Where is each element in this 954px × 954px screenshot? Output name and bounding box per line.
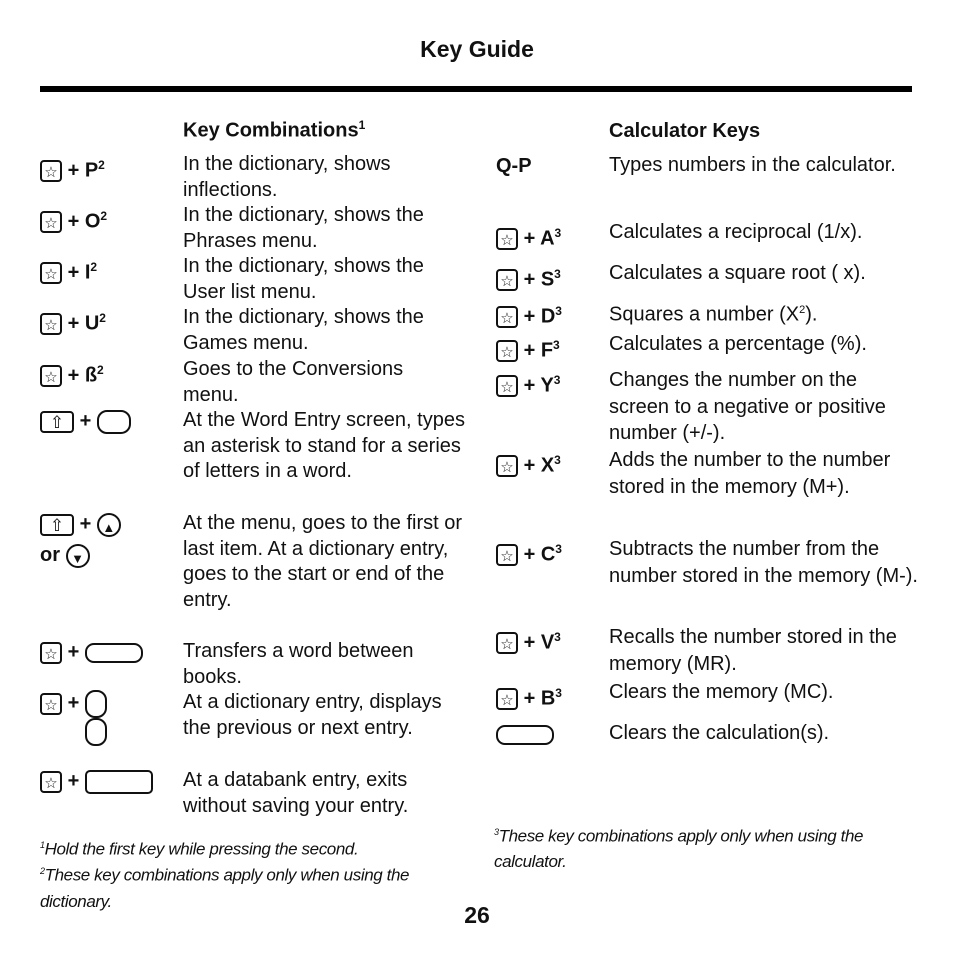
- star-key-icon: [40, 211, 62, 233]
- star-key-icon: [496, 340, 518, 362]
- footnote-3: $^3$These key combinations apply only when using the calculator.: [494, 826, 864, 871]
- calculator-keys-heading: Calculator Keys: [609, 120, 761, 142]
- page-number: 26: [464, 902, 490, 928]
- calc-desc-s: Calculates a square root ( x).: [609, 262, 866, 284]
- key-desc-shift-arrows: At the menu, goes to the first or last item. At a dictionary entry, goes to the start or end of the entry.: [183, 512, 463, 611]
- star-key-icon: [40, 160, 62, 182]
- calc-desc-qp: Types numbers in the calculator.: [609, 154, 896, 176]
- star-key-icon: [496, 306, 518, 328]
- space-key-icon: [85, 643, 143, 663]
- star-key-icon: [496, 632, 518, 654]
- calc-key-y: ☆ + $Y^3$: [496, 367, 560, 399]
- key-combo-i: ☆ + $I^2$: [40, 254, 97, 286]
- calc-desc-b: Clears the memory (MC).: [609, 681, 834, 703]
- star-key-icon: [496, 228, 518, 250]
- key-combo-eszett: ☆ + $ß^2$: [40, 357, 104, 389]
- calc-key-b: ☆ + $B^3$: [496, 680, 562, 712]
- key-desc-eszett: Goes to the Conversions menu.: [183, 358, 404, 406]
- down-arrow-key-icon: [66, 544, 90, 568]
- key-combo-shift-arrows: ⇧ + ▲: [40, 511, 121, 537]
- calc-key-qp: Q-P: [496, 155, 532, 177]
- footnote-1: $^1$Hold the first key while pressing the second.: [40, 839, 359, 859]
- star-key-icon: [496, 455, 518, 477]
- star-key-icon: [40, 771, 62, 793]
- key-desc-i: In the dictionary, shows the User list menu.: [183, 255, 424, 303]
- key-combo-star-space: ☆ +: [40, 639, 143, 665]
- calc-key-s: ☆ + $S^3$: [496, 261, 561, 293]
- star-key-icon: [40, 642, 62, 664]
- footnote-2: $^2$These key combinations apply only when using the dictionary.: [40, 865, 410, 911]
- clear-key-icon: [496, 725, 554, 745]
- key-desc-o: In the dictionary, shows the Phrases menu.: [183, 204, 424, 252]
- key-desc-shift-question: At the Word Entry screen, types an asterisk to stand for a series of letters in a word.: [183, 409, 465, 482]
- shift-key-icon: [40, 514, 74, 536]
- star-key-icon: [496, 375, 518, 397]
- calc-key-x: ☆ + $X^3$: [496, 447, 561, 479]
- back-key-icon: [85, 770, 153, 794]
- star-key-icon: [496, 688, 518, 710]
- calc-desc-clear: Clears the calculation(s).: [609, 722, 830, 744]
- calc-key-a: ☆ + $A^3$: [496, 220, 561, 252]
- key-combo-or: or ▼: [40, 542, 90, 568]
- key-desc-star-space: Transfers a word between books.: [183, 640, 414, 688]
- shift-key-icon: [40, 411, 74, 433]
- key-combinations-heading: Key Combinations$^1$: [183, 118, 366, 142]
- calc-desc-c: Subtracts the number from the number stored in the memory (M-).: [609, 538, 918, 587]
- star-key-icon: [40, 693, 62, 715]
- key-desc-star-nav: At a dictionary entry, displays the previous or next entry.: [183, 691, 442, 739]
- key-combo-o: ☆ + $O^2$: [40, 203, 107, 235]
- star-key-icon: [40, 262, 62, 284]
- key-desc-star-back: At a databank entry, exits without saving your entry.: [183, 769, 409, 817]
- key-combo-p: ☆ + $P^2$: [40, 152, 105, 184]
- calc-key-c: ☆ + $C^3$: [496, 536, 562, 568]
- star-key-icon: [40, 313, 62, 335]
- calc-desc-f: Calculates a percentage (%).: [609, 333, 867, 355]
- calc-key-d: ☆ + $D^3$: [496, 298, 562, 330]
- key-combo-star-back: ☆ +: [40, 768, 153, 794]
- up-down-key-icon: [85, 690, 107, 744]
- star-key-icon: [496, 544, 518, 566]
- calc-key-clear: [496, 721, 554, 747]
- calc-desc-x: Adds the number to the number stored in the memory (M+).: [609, 449, 891, 498]
- header-rule: [40, 86, 912, 92]
- calc-desc-d: Squares a number $(X^2)$.: [609, 303, 818, 326]
- page-title: Key Guide: [420, 36, 534, 62]
- calc-desc-y: Changes the number on the screen to a negative or positive number (+/-).: [609, 369, 886, 444]
- question-key-icon: [97, 410, 131, 434]
- key-combo-star-nav: ☆ +: [40, 690, 107, 744]
- key-desc-u: In the dictionary, shows the Games menu.: [183, 306, 424, 354]
- calc-key-f: ☆ + $F^3$: [496, 332, 560, 364]
- up-arrow-key-icon: [97, 513, 121, 537]
- key-combo-shift-question: ⇧ +: [40, 408, 131, 434]
- star-key-icon: [40, 365, 62, 387]
- key-combo-u: ☆ + $U^2$: [40, 305, 106, 337]
- calc-key-v: ☆ + $V^3$: [496, 624, 561, 656]
- key-desc-p: In the dictionary, shows inflections.: [183, 153, 391, 201]
- star-key-icon: [496, 269, 518, 291]
- calc-desc-a: Calculates a reciprocal (1/x).: [609, 221, 863, 243]
- calc-desc-v: Recalls the number stored in the memory (MR).: [609, 626, 897, 675]
